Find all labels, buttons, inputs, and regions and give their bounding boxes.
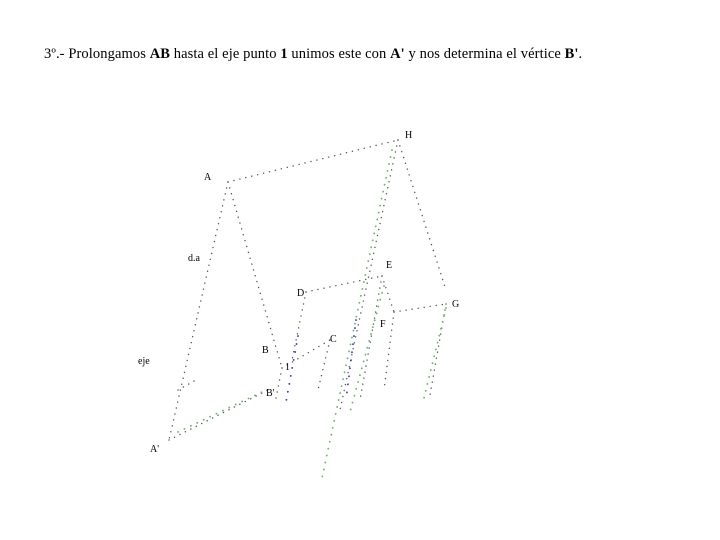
line-h-g — [398, 140, 446, 290]
caption-part-3: unimos este con — [287, 46, 391, 62]
point-labels — [138, 130, 459, 455]
line-a-b — [228, 182, 282, 368]
label-c: C — [330, 334, 337, 345]
line-e-f — [382, 276, 394, 312]
label-a-prime: A' — [150, 444, 160, 455]
line-h-left — [340, 140, 398, 410]
blue-line-2 — [346, 320, 356, 400]
label-b: B — [262, 345, 269, 356]
caption-part-2: hasta el eje punto — [170, 46, 281, 62]
construction-lines — [169, 140, 446, 440]
caption-bold-1: 1 — [280, 46, 288, 62]
caption-bold-ab: AB — [149, 46, 171, 62]
caption-part-4: y nos determina el vértice — [404, 46, 565, 62]
auxiliary-lines — [178, 150, 446, 478]
label-d: D — [297, 288, 305, 299]
label-e: E — [386, 260, 393, 271]
line-a-aprime — [169, 182, 228, 440]
label-b-prime: B' — [266, 388, 275, 399]
label-h: H — [405, 130, 413, 141]
line-a-h — [228, 140, 398, 182]
caption-bold-a-prime: A' — [390, 46, 405, 62]
label-a: A — [204, 172, 212, 183]
label-f: F — [380, 319, 386, 330]
label-da: d.a — [188, 253, 200, 264]
caption-part-1: 3º.- Prolongamos — [44, 46, 150, 62]
green-line-long — [322, 150, 392, 478]
line-e-down — [360, 276, 382, 400]
line-1-bprime — [276, 368, 282, 398]
green-line-right — [424, 308, 446, 398]
line-aprime-bprime — [169, 388, 272, 440]
line-g-down — [430, 304, 446, 395]
label-eje: eje — [138, 356, 150, 367]
green-line-mid — [350, 286, 384, 412]
line-f-g — [394, 304, 446, 312]
green-line-aprime — [178, 392, 262, 432]
line-d-down — [292, 292, 306, 360]
caption-bold-b-prime: B' — [564, 46, 579, 62]
line-eje — [178, 380, 196, 390]
line-d-e — [306, 276, 382, 292]
label-1: 1 — [285, 362, 290, 373]
line-c-down — [318, 340, 330, 390]
caption-part-5: . — [578, 46, 583, 62]
label-g: G — [452, 299, 460, 310]
